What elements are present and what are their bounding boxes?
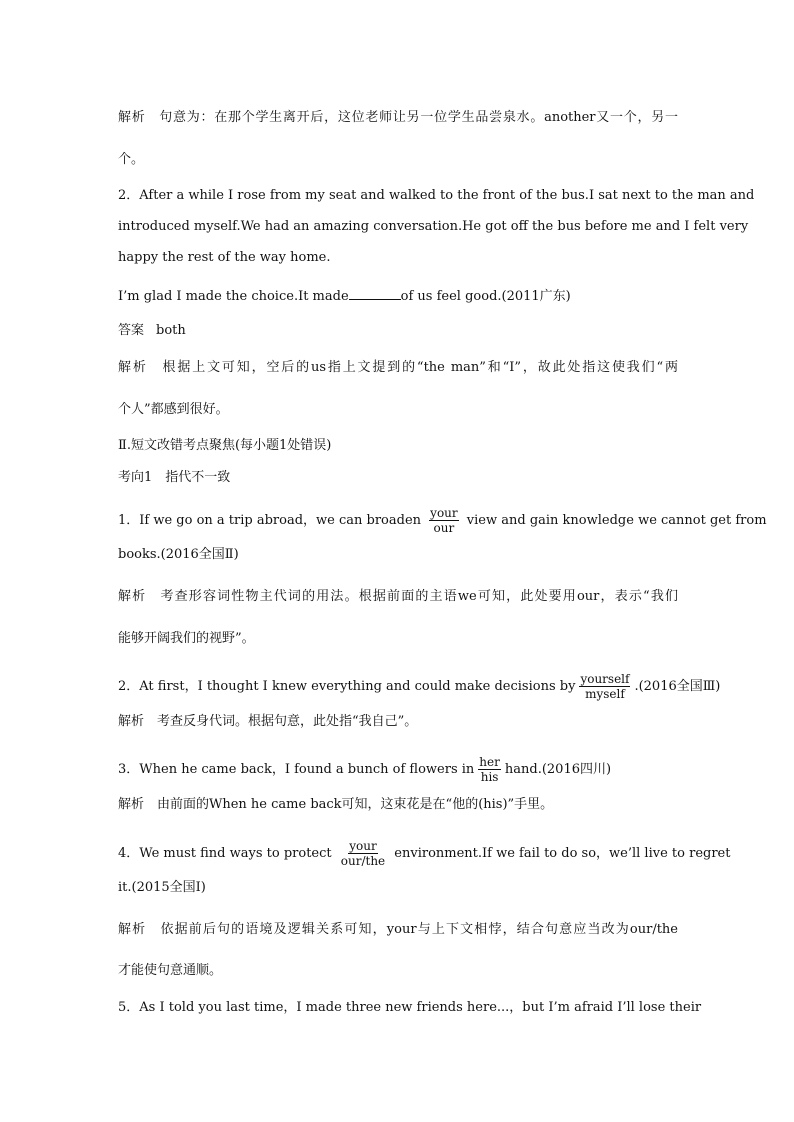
question-5: 5．As I told you last time，I made three new friends here...，but I’m afraid I’ll lose their (118, 1000, 702, 1015)
question-3 (118, 755, 678, 784)
question-text: 4．We must find ways to protect (118, 846, 332, 861)
question-text: of us feel good.(2011广东) (400, 289, 571, 304)
question-text: 2．At first，I thought I knew everything and could make decisions by (118, 679, 576, 694)
analysis-line: 解析 句意为：在那个学生离开后，这位老师让另一位学生品尝泉水。another又一个，另一 (118, 110, 678, 125)
analysis-line: 解析 考查反身代词。根据句意，此处指“我自己”。 (118, 714, 418, 729)
corrected-word: his (480, 770, 499, 784)
subsection-heading: 考向1 指代不一致 (118, 470, 231, 485)
passage-line: 2．After a while I rose from my seat and walked to the front of the bus.I sat next to the man and (118, 188, 755, 203)
analysis-line: 能够开阔我们的视野”。 (118, 631, 255, 646)
passage-line: happy the rest of the way home. (118, 250, 331, 265)
question-4 (118, 839, 731, 868)
wrong-word: your (430, 506, 458, 520)
question-text: I’m glad I made the choice.It made (118, 289, 349, 304)
question-1 (118, 506, 767, 535)
answer-value: both (156, 323, 186, 338)
answer-line (118, 323, 678, 339)
question-4-source: it.(2015全国Ⅰ) (118, 880, 206, 895)
question-line (118, 287, 678, 305)
wrong-word: your (349, 839, 377, 853)
answer-label: 答案 (118, 323, 145, 338)
analysis-line: 解析 依据前后句的语境及逻辑关系可知，your与上下文相悖，结合句意应当改为our/the (118, 922, 678, 937)
question-text: environment.If we fail to do so，we’ll live to regret (394, 846, 731, 861)
question-text: .(2016全国Ⅲ) (634, 679, 721, 694)
analysis-line: 解析 考查形容词性物主代词的用法。根据前面的主语we可知，此处要用our，表示“我们 (118, 589, 678, 604)
analysis-line: 解析 根据上文可知，空后的us指上文提到的“the man”和“I”，故此处指这使我们“两 (118, 360, 678, 375)
correction-mark (429, 506, 458, 535)
question-1-source: books.(2016全国Ⅱ) (118, 547, 239, 562)
question-text: 1．If we go on a trip abroad，we can broaden (118, 513, 422, 528)
corrected-word: myself (585, 687, 625, 701)
answer-blank (349, 287, 401, 300)
wrong-word: yourself (580, 672, 630, 686)
section-heading: Ⅱ.短文改错考点聚焦(每小题1处错误) (118, 438, 332, 453)
corrected-word: our/the (340, 854, 386, 868)
analysis-line: 才能使句意通顺。 (118, 963, 223, 978)
question-2 (118, 672, 721, 701)
question-text: hand.(2016四川) (504, 762, 612, 777)
correction-mark (478, 755, 501, 784)
question-text: view and gain knowledge we cannot get from (466, 513, 767, 528)
correction-mark (340, 839, 386, 868)
analysis-line: 个。 (118, 152, 145, 167)
corrected-word: our (433, 521, 455, 535)
correction-mark (579, 672, 630, 701)
analysis-line: 解析 由前面的When he came back可知，这束花是在“他的(his)”手里。 (118, 797, 554, 812)
passage-line: introduced myself.We had an amazing conversation.He got off the bus before me and I felt very (118, 219, 749, 234)
question-text: 3．When he came back，I found a bunch of flowers in (118, 762, 475, 777)
wrong-word: her (479, 755, 500, 769)
analysis-line: 个人”都感到很好。 (118, 402, 229, 417)
